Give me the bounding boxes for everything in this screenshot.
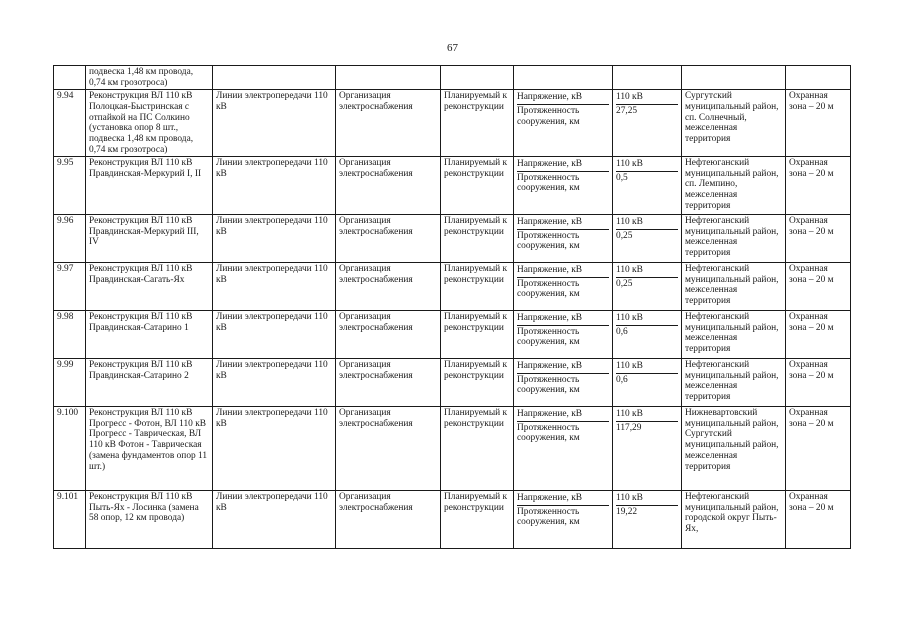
cell-type: Линии электропередачи 110 кВ <box>213 358 336 406</box>
cell-status: Планируемый к реконструкции <box>441 310 514 358</box>
param-voltage-value: 110 кВ <box>616 158 678 172</box>
cell-empty <box>682 66 786 90</box>
param-length-value: 0,25 <box>616 230 633 241</box>
cell-status: Планируемый к реконструкции <box>441 490 514 548</box>
cell-location: Нижневартовский муниципальный район, Сургутский муниципальный район, межселенная территория <box>682 406 786 490</box>
table-row <box>54 262 851 310</box>
param-length-value: 0,5 <box>616 172 628 183</box>
cell-description: Реконструкция ВЛ 110 кВ Правдинская-Меркурий III, IV <box>86 214 213 262</box>
cell-num: 9.98 <box>54 310 86 358</box>
cell-empty <box>441 66 514 90</box>
table-row <box>54 156 851 214</box>
cell-location: Нефтеюганский муниципальный район, межселенная территория <box>682 358 786 406</box>
cell-num: 9.100 <box>54 406 86 490</box>
cell-param-names <box>514 214 613 262</box>
param-voltage-label: Напряжение, кВ <box>517 216 609 230</box>
cell-type: Линии электропередачи 110 кВ <box>213 310 336 358</box>
cell-description: Реконструкция ВЛ 110 кВ Правдинская-Меркурий I, II <box>86 156 213 214</box>
cell-param-values <box>613 490 682 548</box>
cell-type: Линии электропередачи 110 кВ <box>213 90 336 157</box>
cell-param-names <box>514 358 613 406</box>
cell-zone: Охранная зона – 20 м <box>786 90 851 157</box>
cell-status: Планируемый к реконструкции <box>441 156 514 214</box>
cell-param-names <box>514 310 613 358</box>
cell-type: Линии электропередачи 110 кВ <box>213 490 336 548</box>
param-voltage-value: 110 кВ <box>616 492 678 506</box>
param-length-value: 0,25 <box>616 278 633 289</box>
cell-num: 9.97 <box>54 262 86 310</box>
cell-status: Планируемый к реконструкции <box>441 214 514 262</box>
cell-status: Планируемый к реконструкции <box>441 262 514 310</box>
cell-zone: Охранная зона – 20 м <box>786 406 851 490</box>
param-length-label: Протяженность сооружения, км <box>517 326 580 348</box>
param-voltage-label: Напряжение, кВ <box>517 492 609 506</box>
cell-purpose: Организация электроснабжения <box>336 90 441 157</box>
cell-param-values <box>613 214 682 262</box>
cell-purpose: Организация электроснабжения <box>336 310 441 358</box>
cell-description: Реконструкция ВЛ 110 кВ Пыть-Ях - Лосинка (замена 58 опор, 12 км провода) <box>86 490 213 548</box>
table-row <box>54 310 851 358</box>
param-length-label: Протяженность сооружения, км <box>517 230 580 252</box>
cell-location: Нефтеюганский муниципальный район, городской округ Пыть-Ях, <box>682 490 786 548</box>
cell-param-values <box>613 90 682 157</box>
cell-location: Нефтеюганский муниципальный район, межселенная территория <box>682 214 786 262</box>
cell-description: Реконструкция ВЛ 110 кВ Прогресс - Фотон, ВЛ 110 кВ Прогресс - Таврическая, ВЛ 110 кВ Фотон - Таврическая (замена фундаментов опор 11 шт.) <box>86 406 213 490</box>
param-length-label: Протяженность сооружения, км <box>517 278 580 300</box>
param-length-label: Протяженность сооружения, км <box>517 422 580 444</box>
cell-num: 9.101 <box>54 490 86 548</box>
cell-param-names <box>514 156 613 214</box>
param-voltage-label: Напряжение, кВ <box>517 158 609 172</box>
cell-type: Линии электропередачи 110 кВ <box>213 262 336 310</box>
cell-status: Планируемый к реконструкции <box>441 358 514 406</box>
param-length-value: 0,6 <box>616 374 628 385</box>
cell-num: 9.94 <box>54 90 86 157</box>
cell-description: Реконструкция ВЛ 110 кВ Правдинская-Сагать-Ях <box>86 262 213 310</box>
cell-zone: Охранная зона – 20 м <box>786 490 851 548</box>
param-length-value: 19,22 <box>616 506 638 517</box>
cell-type: Линии электропередачи 110 кВ <box>213 214 336 262</box>
cell-empty <box>514 66 613 90</box>
cell-param-names <box>514 490 613 548</box>
cell-num <box>54 66 86 90</box>
cell-num: 9.96 <box>54 214 86 262</box>
cell-status: Планируемый к реконструкции <box>441 90 514 157</box>
cell-description: подвеска 1,48 км провода, 0,74 км грозотроса) <box>86 66 213 90</box>
cell-empty <box>213 66 336 90</box>
cell-num: 9.99 <box>54 358 86 406</box>
cell-param-values <box>613 262 682 310</box>
table-body <box>54 66 851 549</box>
cell-location: Сургутский муниципальный район, сп. Солнечный, межселенная территория <box>682 90 786 157</box>
cell-empty <box>786 66 851 90</box>
cell-zone: Охранная зона – 20 м <box>786 214 851 262</box>
param-voltage-label: Напряжение, кВ <box>517 408 609 422</box>
param-length-label: Протяженность сооружения, км <box>517 172 580 194</box>
param-voltage-value: 110 кВ <box>616 360 678 374</box>
param-voltage-value: 110 кВ <box>616 216 678 230</box>
cell-param-values <box>613 406 682 490</box>
param-voltage-label: Напряжение, кВ <box>517 264 609 278</box>
cell-type: Линии электропередачи 110 кВ <box>213 156 336 214</box>
param-length-value: 0,6 <box>616 326 628 337</box>
table-row-continuation <box>54 66 851 90</box>
cell-zone: Охранная зона – 20 м <box>786 156 851 214</box>
param-length-value: 27,25 <box>616 105 638 116</box>
cell-zone: Охранная зона – 20 м <box>786 310 851 358</box>
cell-zone: Охранная зона – 20 м <box>786 358 851 406</box>
cell-purpose: Организация электроснабжения <box>336 406 441 490</box>
cell-type: Линии электропередачи 110 кВ <box>213 406 336 490</box>
cell-zone: Охранная зона – 20 м <box>786 262 851 310</box>
cell-purpose: Организация электроснабжения <box>336 358 441 406</box>
cell-param-names <box>514 262 613 310</box>
param-voltage-value: 110 кВ <box>616 408 678 422</box>
param-length-label: Протяженность сооружения, км <box>517 105 580 127</box>
param-voltage-label: Напряжение, кВ <box>517 360 609 374</box>
param-voltage-label: Напряжение, кВ <box>517 91 609 105</box>
cell-param-names <box>514 90 613 157</box>
cell-location: Нефтеюганский муниципальный район, межселенная территория <box>682 310 786 358</box>
param-voltage-value: 110 кВ <box>616 91 678 105</box>
cell-location: Нефтеюганский муниципальный район, межселенная территория <box>682 262 786 310</box>
cell-purpose: Организация электроснабжения <box>336 262 441 310</box>
param-length-label: Протяженность сооружения, км <box>517 506 580 528</box>
cell-num: 9.95 <box>54 156 86 214</box>
table-row <box>54 90 851 157</box>
cell-location: Нефтеюганский муниципальный район, сп. Лемпино, межселенная территория <box>682 156 786 214</box>
table-row <box>54 358 851 406</box>
param-voltage-value: 110 кВ <box>616 264 678 278</box>
param-length-value: 117,29 <box>616 422 642 433</box>
cell-status: Планируемый к реконструкции <box>441 406 514 490</box>
param-voltage-label: Напряжение, кВ <box>517 312 609 326</box>
cell-param-values <box>613 156 682 214</box>
objects-table <box>53 65 851 549</box>
cell-empty <box>336 66 441 90</box>
table-row <box>54 406 851 490</box>
cell-param-values <box>613 310 682 358</box>
cell-param-values <box>613 358 682 406</box>
cell-description: Реконструкция ВЛ 110 кВ Полоцкая-Быстринская с отпайкой на ПС Солкино (установка опор 8 шт., подвеска 1,48 км провода, 0,74 км грозотроса) <box>86 90 213 157</box>
cell-purpose: Организация электроснабжения <box>336 214 441 262</box>
param-length-label: Протяженность сооружения, км <box>517 374 580 396</box>
cell-purpose: Организация электроснабжения <box>336 156 441 214</box>
cell-empty <box>613 66 682 90</box>
page-number: 67 <box>447 42 458 54</box>
cell-param-names <box>514 406 613 490</box>
cell-purpose: Организация электроснабжения <box>336 490 441 548</box>
table-row <box>54 490 851 548</box>
cell-description: Реконструкция ВЛ 110 кВ Правдинская-Сатарино 1 <box>86 310 213 358</box>
table-row <box>54 214 851 262</box>
cell-description: Реконструкция ВЛ 110 кВ Правдинская-Сатарино 2 <box>86 358 213 406</box>
param-voltage-value: 110 кВ <box>616 312 678 326</box>
